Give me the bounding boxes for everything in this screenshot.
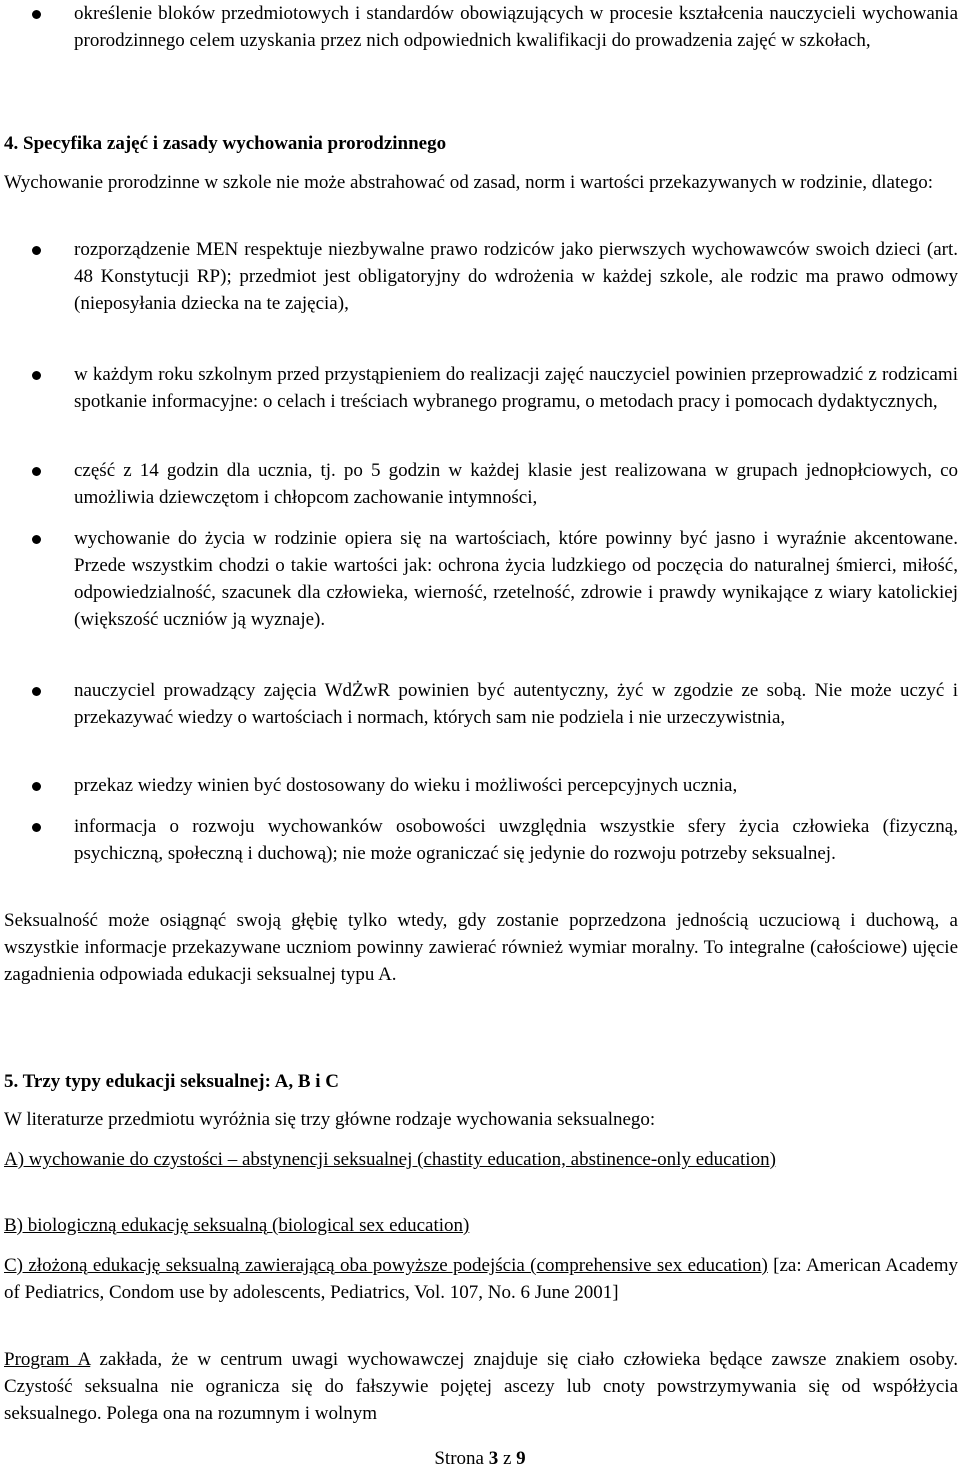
section4-closing: Seksualność może osiągnąć swoją głębię tylko wtedy, gdy zostanie poprzedzona jednością uczuciową i duchową, a wszystkie informacje przekazywane uczniom powinny zawierać również wymiar moralny. To integralne (całościowe) ujęcie zagadnienia odpowiada edukacji seksualnej typu A. xyxy=(4,910,958,985)
intro-bullet xyxy=(4,0,958,54)
type-c-item: C) złożoną edukację seksualną zawierającą oba powyższe podejścia (comprehensive sex education) xyxy=(4,1255,768,1276)
section4-bullet-3 xyxy=(4,457,958,511)
bullet-text: w każdym roku szkolnym przed przystąpieniem do realizacji zajęć nauczyciel powinien przeprowadzić z rodzicami spotkanie informacyjne: o celach i treściach wybranego programu, o metodach pracy i pomocach dydaktycznych, xyxy=(74,364,958,412)
section4-bullet-5 xyxy=(4,677,958,731)
bullet-icon xyxy=(32,687,41,696)
bullet-icon xyxy=(32,371,41,380)
footer-total-pages: 9 xyxy=(516,1448,526,1469)
program-a-text: zakłada, że w centrum uwagi wychowawczej znajduje się ciało człowieka będące zawsze znakiem osoby. Czystość seksualna nie ogranicza się do fałszywie pojętej ascezy lub cnoty powstrzymywania się od współżycia seksualnego. Polega ona na rozumnym i wolnym xyxy=(4,1349,958,1424)
footer-current-page: 3 xyxy=(488,1448,499,1469)
bullet-text: informacja o rozwoju wychowanków osobowości uwzględnia wszystkie sfery życia człowieka (fizyczną, psychiczną, społeczną i duchową); nie może ograniczać się jedynie do rozwoju potrzeby seksualnej. xyxy=(74,816,958,864)
bullet-text: wychowanie do życia w rodzinie opiera się na wartościach, które powinny być jasno i wyraźnie akcentowane. Przede wszystkim chodzi o takie wartości jak: ochrona życia ludzkiego od poczęcia do naturalnej śmierci, miłość, odpowiedzialność, szacunek dla człowieka, wierność, rzetelność, zdrowie i prawdy wynikające z wiary katolickiej (większość uczniów ją wyznaje). xyxy=(74,528,958,630)
bullet-text: nauczyciel prowadzący zajęcia WdŻwR powinien być autentyczny, żyć w zgodzie ze sobą. Nie może uczyć i przekazywać wiedzy o wartościach i normach, których sam nie podziela i nie urzeczywistnia, xyxy=(74,680,958,728)
bullet-icon xyxy=(32,535,41,544)
section4-intro: Wychowanie prorodzinne w szkole nie może abstrahować od zasad, norm i wartości przekazywanych w rodzinie, dlatego: xyxy=(4,172,933,193)
source-citation: [za: American Academy of Pediatrics, Condom use by adolescents, Pediatrics, Vol. 107, No. 6 June 2001] xyxy=(4,1255,958,1303)
program-a-paragraph xyxy=(4,1346,958,1427)
section4-bullet-7 xyxy=(4,813,958,867)
page-footer xyxy=(0,1445,960,1472)
type-b-item: B) biologiczną edukację seksualną (biological sex education) xyxy=(4,1215,470,1236)
footer-prefix: Strona xyxy=(434,1448,489,1469)
section4-bullet-4 xyxy=(4,525,958,633)
program-a-label: Program A xyxy=(4,1349,91,1370)
bullet-text: część z 14 godzin dla ucznia, tj. po 5 godzin w każdej klasie jest realizowana w grupach jednopłciowych, co umożliwia dziewczętom i chłopcom zachowanie intymności, xyxy=(74,460,958,508)
bullet-icon xyxy=(32,246,41,255)
bullet-icon xyxy=(32,823,41,832)
bullet-icon xyxy=(32,782,41,791)
section4-bullet-1 xyxy=(4,236,958,317)
section4-bullet-6 xyxy=(4,772,958,799)
type-c-block xyxy=(4,1252,958,1306)
bullet-text: przekaz wiedzy winien być dostosowany do wieku i możliwości percepcyjnych ucznia, xyxy=(74,775,738,796)
section4-heading: 4. Specyfika zajęć i zasady wychowania prorodzinnego xyxy=(4,133,447,154)
bullet-icon xyxy=(32,467,41,476)
bullet-text: rozporządzenie MEN respektuje niezbywalne prawo rodziców jako pierwszych wychowawców swoich dzieci (art. 48 Konstytucji RP); przedmiot jest obligatoryjny do wdrożenia w każdej szkole, ale rodzic ma prawo odmowy (nieposyłania dziecka na te zajęcia), xyxy=(74,239,958,314)
section5-heading: 5. Trzy typy edukacji seksualnej: A, B i C xyxy=(4,1071,339,1092)
section4-bullet-2 xyxy=(4,361,958,415)
type-a-item: A) wychowanie do czystości – abstynencji seksualnej (chastity education, abstinence-only education) xyxy=(4,1149,776,1170)
bullet-icon xyxy=(32,10,41,19)
section5-intro: W literaturze przedmiotu wyróżnia się trzy główne rodzaje wychowania seksualnego: xyxy=(4,1109,656,1130)
intro-bullet-text: określenie bloków przedmiotowych i standardów obowiązujących w procesie kształcenia nauczycieli wychowania prorodzinnego celem uzyskania przez nich odpowiednich kwalifikacji do prowadzenia zajęć w szkołach, xyxy=(74,3,958,51)
footer-middle: z xyxy=(498,1448,517,1469)
